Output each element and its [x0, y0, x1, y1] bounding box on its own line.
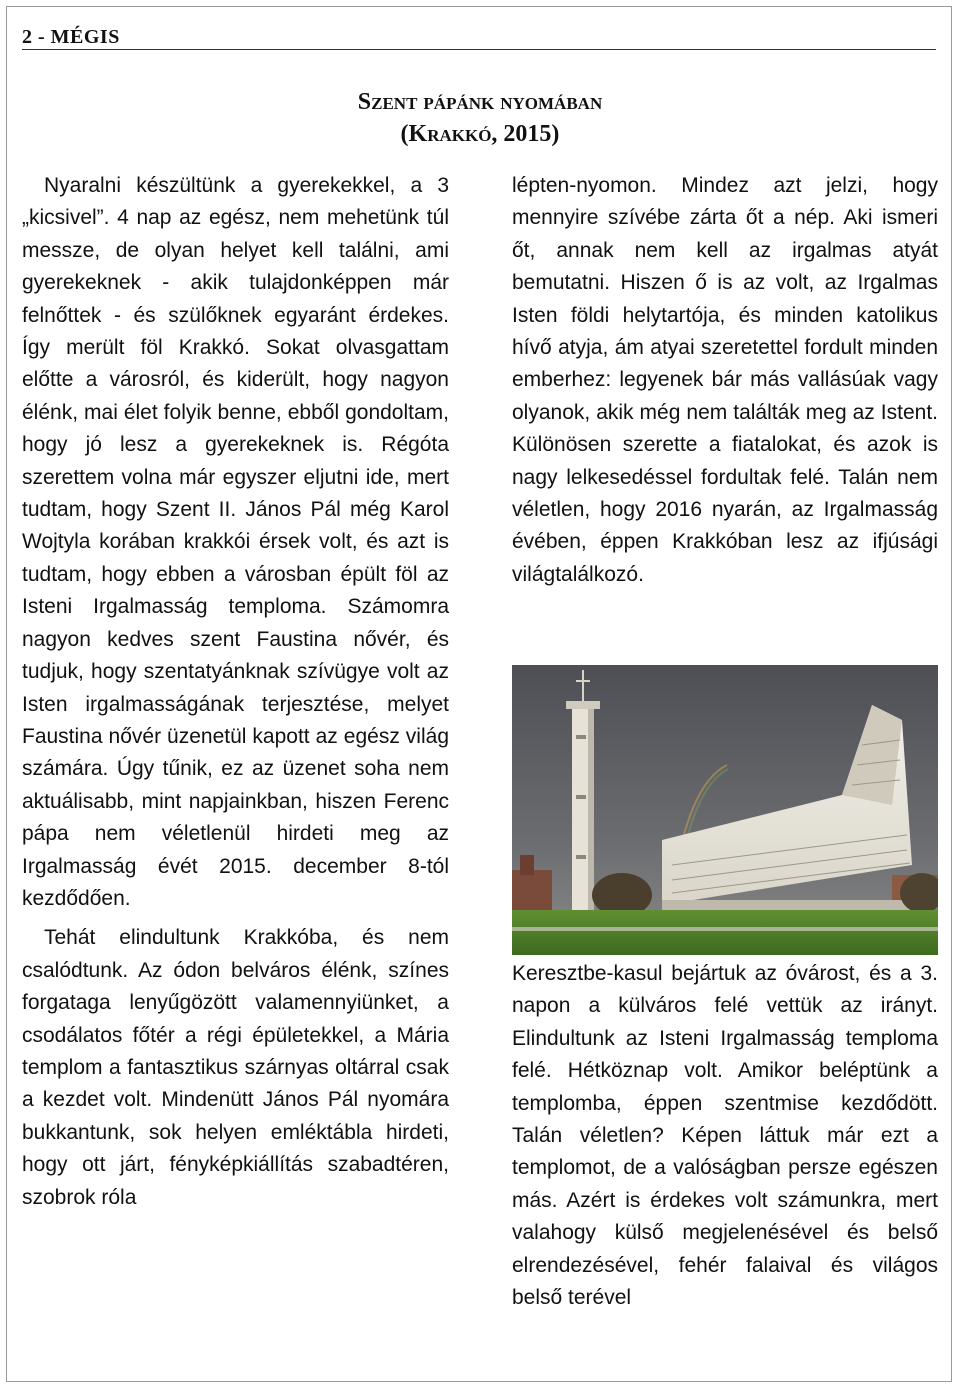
- article-title: [200, 86, 760, 150]
- right-column-top: [512, 170, 938, 591]
- paragraph-2: Tehát elindultunk Krakkóba, és nem csalódtunk. Az ódon belváros élénk, színes forgataga lenyűgözött valamennyiünket, a csodálatos főtér a régi épületekkel, a Mária templom a fantasztikus szárnyas oltárral csak a kezdet volt. Mindenütt János Pál nyomára bukkantunk, sok helyen emléktábla hirdeti, hogy ott járt, fényképkiállítás szabadtéren, szobrok róla: [22, 926, 449, 1209]
- left-column: [22, 170, 449, 1214]
- church-photo: [512, 665, 938, 955]
- church-photo-image: [512, 665, 938, 955]
- running-header: [22, 26, 936, 50]
- article-title-line-1: Szent pápánk nyomában: [357, 89, 603, 115]
- running-title: 2 - MÉGIS: [22, 26, 120, 48]
- article-title-line-2: (Krakkó, 2015): [400, 121, 560, 147]
- paragraph-1: Nyaralni készültünk a gyerekekkel, a 3 „kicsivel”. 4 nap az egész, nem mehetünk túl messze, de olyan helyet kell találni, ami gyerekeknek - akik tulajdonképpen már felnőttek - és szülőknek egyaránt érdekes. Így merült föl Krakkó. Sokat olvasgattam előtte a városról, és kiderült, hogy nagyon élénk, mai élet folyik benne, ebből gondoltam, hogy jó lesz a gyerekeknek is. Régóta szerettem volna már egyszer eljutni ide, mert tudtam, hogy Szent II. János Pál még Karol Wojtyla korában krakkói érsek volt, és azt is tudtam, hogy ebben a városban épült föl az Isteni Irgalmasság temploma. Számomra nagyon kedves szent Faustina nővér, és tudjuk, hogy szentatyánknak szívügye volt az Isten irgalmasságának terjesztése, melyet Faustina nővér üzenetül kapott az egész világ számára. Úgy tűnik, ez az üzenet soha nem aktuálisabb, mint napjainkban, hiszen Ferenc pápa nem véletlenül hirdeti meg az Irgalmasság évét 2015. december 8-tól kezdődően.: [22, 174, 449, 910]
- paragraph-3: Keresztbe-kasul bejártuk az óvárost, és a 3. napon a külváros felé vettük az irányt. Elindultunk az Isteni Irgalmasság temploma felé. Hétköznap volt. Amikor beléptünk a templomba, éppen szentmise kezdődött. Talán véletlen? Képen láttuk már ezt a templomot, de a valóságban persze egészen más. Azért is érdekes volt számunkra, mert valahogy külső megjelenésével és belső elrendezésével, fehér falaival és világos belső terével: [512, 962, 938, 1310]
- right-column-bottom: [512, 958, 938, 1314]
- paragraph-1-continued: lépten-nyomon. Mindez azt jelzi, hogy mennyire szívébe zárta őt a nép. Aki ismeri őt, annak nem kell az irgalmas atyát bemutatni. Hiszen ő is az volt, az Irgalmas Isten földi helytartója, és minden katolikus hívő atyja, ám atyai szeretettel fordult minden emberhez: legyenek bár más vallásúak vagy olyanok, akik még nem találták meg az Istent. Különösen szerette a fiatalokat, és azok is nagy lelkesedéssel fordultak felé. Talán nem véletlen, hogy 2016 nyarán, az Irgalmasság évében, éppen Krakkóban lesz az ifjúsági világtalálkozó.: [512, 174, 938, 586]
